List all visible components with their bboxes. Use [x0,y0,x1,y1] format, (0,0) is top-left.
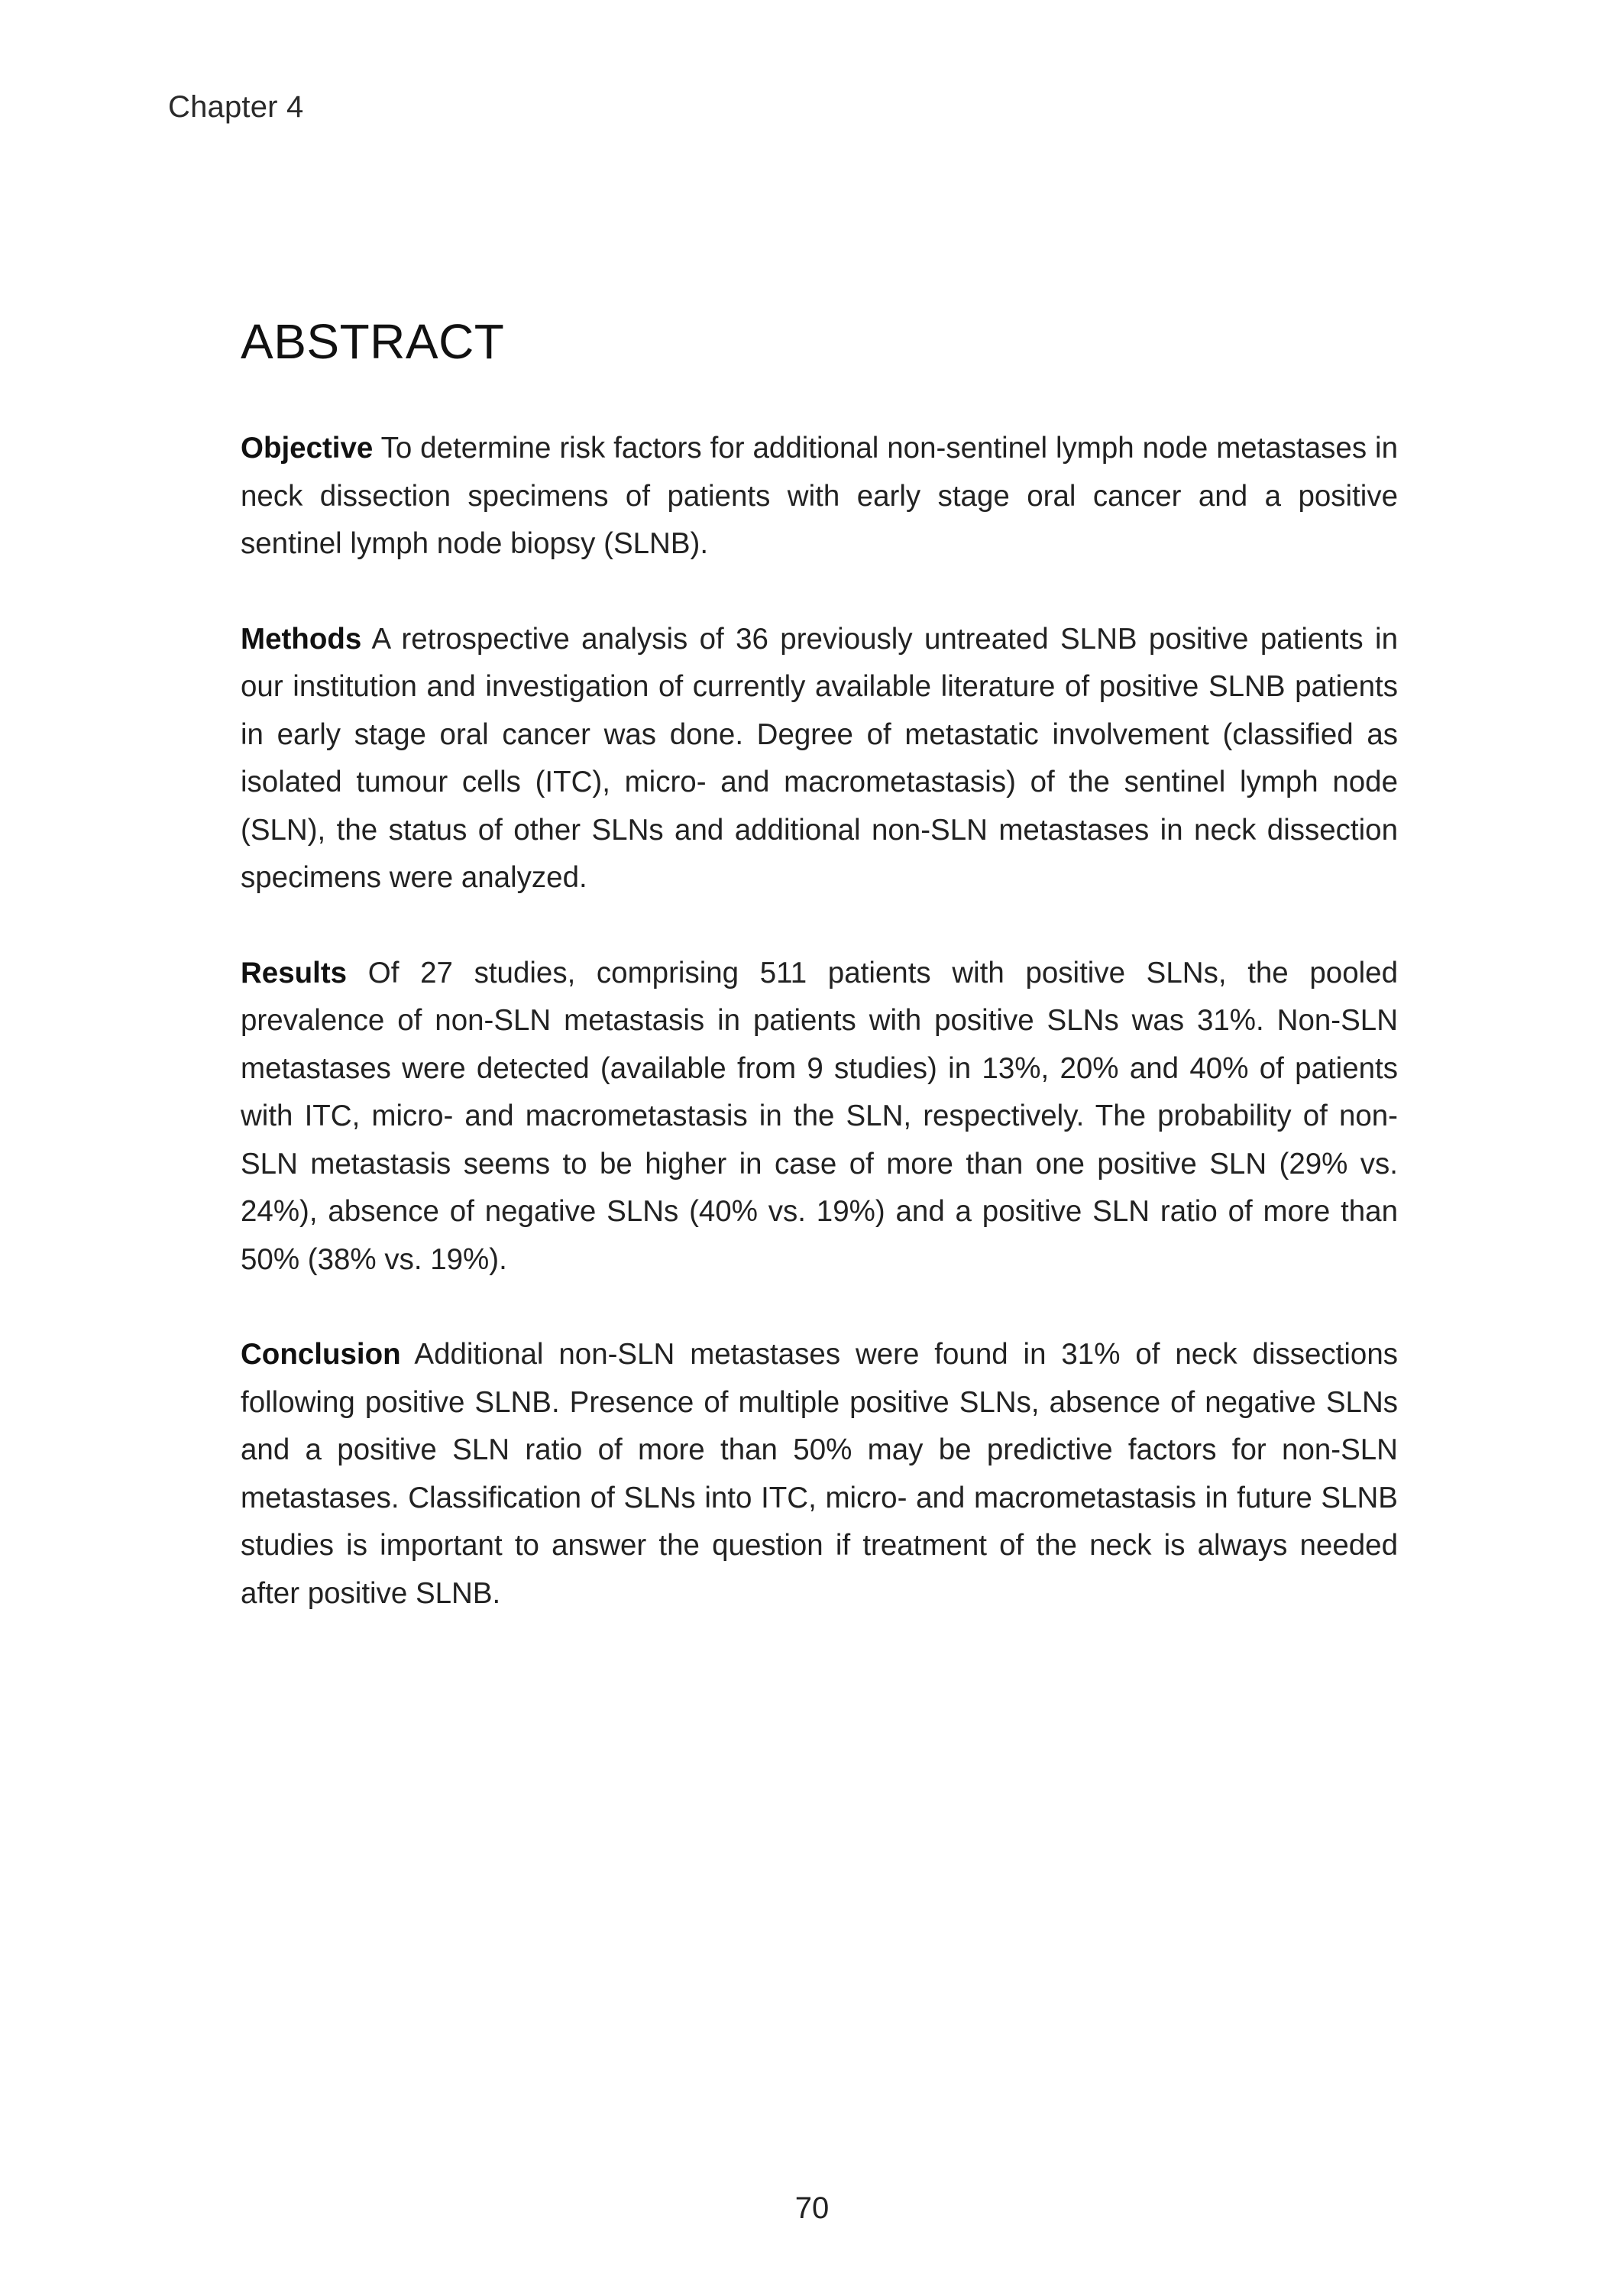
methods-section [241,616,1398,902]
objective-text: To determine risk factors for additional non-sentinel lymph node metastases in neck dissection specimens of patients with early stage oral cancer and a positive sentinel lymph node biopsy (SLNB). [241,432,1398,560]
results-label: Results [241,956,348,989]
abstract-body [241,313,1398,1665]
methods-text: A retrospective analysis of 36 previously untreated SLNB positive patients in our institution and investigation of currently available literature of positive SLNB patients in early stage oral cancer was done. Degree of metastatic involvement (classified as isolated tumour cells (ITC), micro- and macrometastasis) of the sentinel lymph node (SLN), the status of other SLNs and additional non-SLN metastases in neck dissection specimens were analyzed. [241,622,1398,894]
objective-section [241,425,1398,568]
conclusion-section [241,1331,1398,1618]
chapter-header: Chapter 4 [168,90,304,124]
page-number: 70 [794,2191,830,2225]
results-section [241,950,1398,1284]
results-text: Of 27 studies, comprising 511 patients with positive SLNs, the pooled prevalence of non-SLN metastasis in patients with positive SLNs was 31%. Non-SLN metastases were detected (available from 9 studies) in 13%, 20% and 40% of patients with ITC, micro- and macrometastasis in the SLN, respectively. The probability of non-SLN metastasis seems to be higher in case of more than one positive SLN (29% vs. 24%), absence of negative SLNs (40% vs. 19%) and a positive SLN ratio of more than 50% (38% vs. 19%). [241,956,1398,1276]
objective-label: Objective [241,432,374,465]
conclusion-label: Conclusion [241,1338,401,1371]
abstract-title: ABSTRACT [241,314,505,369]
methods-label: Methods [241,622,362,656]
conclusion-text: Additional non-SLN metastases were found in 31% of neck dissections following positive SLNB. Presence of multiple positive SLNs, absence of negative SLNs and a positive SLN ratio of more than 50% may be predictive factors for non-SLN metastases. Classification of SLNs into ITC, micro- and macrometastasis in future SLNB studies is important to answer the question if treatment of the neck is always needed after positive SLNB. [241,1338,1399,1610]
